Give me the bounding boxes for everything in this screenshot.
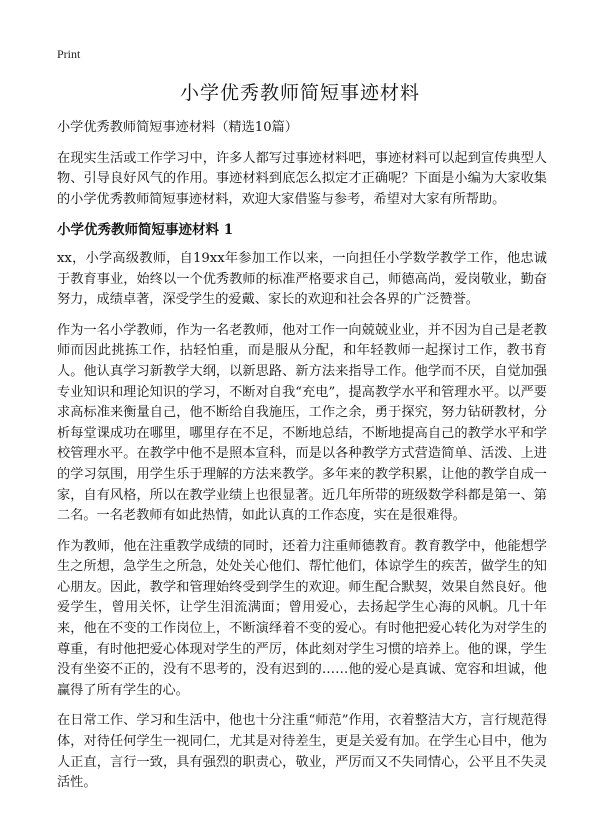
- body-paragraph: xx，小学高级教师，自19xx年参加工作以来，一向担任小学数学教学工作，他忠诚于教育事业，始终以一个优秀教师的标准严格要求自己，师德高尚，爱岗敬业，勤奋努力，成绩卓著，深受学生的爱戴、家长的欢迎和社会各界的广泛赞誉。: [57, 250, 547, 308]
- page-title: 小学优秀教师简短事迹材料: [179, 82, 420, 104]
- body-paragraph: 作为一名小学教师，作为一名老教师，他对工作一向兢兢业业，并不因为自己是老教师而因此挑拣工作，拈轻怕重，而是服从分配，和年轻教师一起探讨工作，教书育人。他认真学习新教学大纲，以新思路、新方法来指导工作。他学而不厌，自觉加强专业知识和理论知识的学习，不断对自我“充电”，提高教学水平和管理水平。以严要求高标准来衡量自己，他不断给自我施压，工作之余，勇于探究，努力钻研教材，分析每堂课成功在哪里，哪里存在不足，不断地总结，不断地提高自己的教学水平和学校管理水平。在教学中他不是照本宣科，而是以各种教学方式营造简单、活泼、上进的学习氛围，用学生乐于理解的方法来教学。多年来的教学积累，让他的教学自成一家，自有风格，所以在教学业绩上也很显著。近几年所带的班级数学科都是第一、第二名。一名老教师有如此热情，如此认真的工作态度，实在是很难得。: [57, 322, 547, 524]
- section-heading: 小学优秀教师简短事迹材料 1: [57, 222, 234, 239]
- body-paragraph: 在日常工作、学习和生活中，他也十分注重“师范”作用，衣着整洁大方，言行规范得体，对待任何学生一视同仁，尤其是对待差生，更是关爱有加。在学生心目中，他为人正直，言行一致，具有强烈的职责心，敬业，严厉而又不失同情心，公平且不失灵活性。: [57, 713, 547, 791]
- print-link[interactable]: Print: [57, 47, 81, 61]
- intro-paragraph: 在现实生活或工作学习中，许多人都写过事迹材料吧，事迹材料可以起到宣传典型人物、引导良好风气的作用。事迹材料到底怎么拟定才正确呢？下面是小编为大家收集的小学优秀教师简短事迹材料，欢迎大家借鉴与参考，希望对大家有所帮助。: [57, 150, 547, 207]
- document-subtitle: 小学优秀教师简短事迹材料（精选10篇）: [57, 120, 298, 135]
- body-paragraph: 作为教师，他在注重教学成绩的同时，还着力注重师德教育。教育教学中，他能想学生之所想，急学生之所急，处处关心他们、帮忙他们，体谅学生的疾苦，做学生的知心朋友。因此，教学和管理始终受到学生的欢迎。师生配合默契，效果自然良好。他爱学生，曾用关怀，让学生泪流满面；曾用爱心，去扬起学生心海的风帆。几十年来，他在不变的工作岗位上，不断演绎着不变的爱心。有时他把爱心转化为对学生的尊重，有时他把爱心体现对学生的严厉，体此刻对学生习惯的培养上。他的课，学生没有坐姿不正的，没有不思考的，没有迟到的……他的爱心是真诚、宽容和坦诚，他赢得了所有学生的心。: [57, 538, 547, 698]
- document-body: [57, 118, 547, 804]
